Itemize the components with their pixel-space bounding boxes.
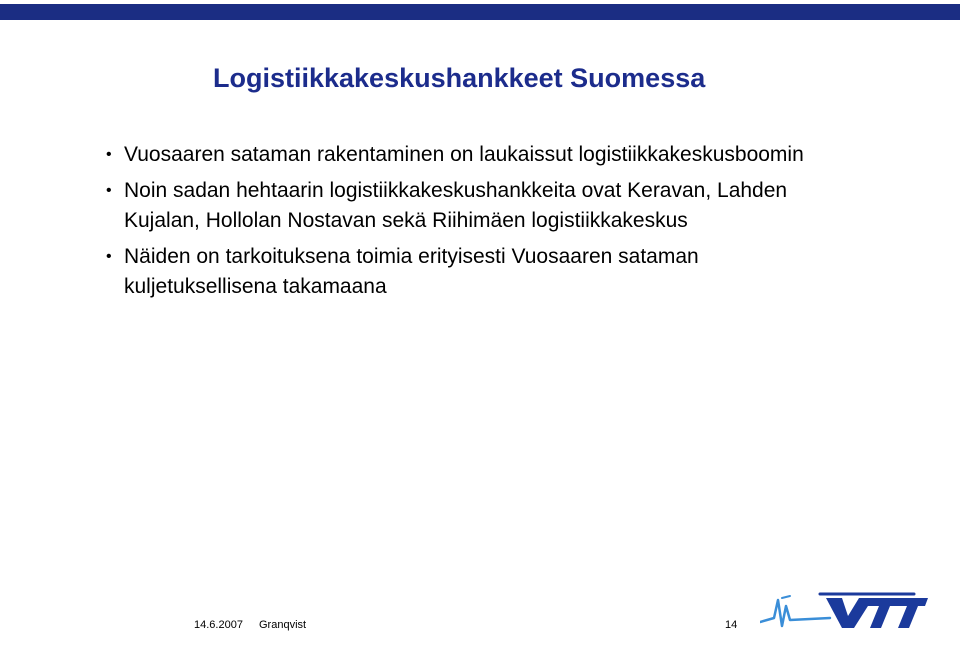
footer-date: 14.6.2007 xyxy=(194,619,243,631)
bullet-marker: • xyxy=(106,248,112,265)
vtt-logo xyxy=(760,576,940,648)
bullet-text: Näiden on tarkoituksena toimia erityisesti Vuosaaren sataman kuljetuksellisena takamaana xyxy=(124,245,699,298)
bullet-item xyxy=(106,242,826,302)
vtt-wave-logo-icon xyxy=(760,576,940,648)
bullet-marker: • xyxy=(106,182,112,199)
top-banner xyxy=(0,4,960,20)
bullet-item xyxy=(106,176,826,236)
bullet-list xyxy=(106,140,826,308)
page-number: 14 xyxy=(725,619,738,631)
footer-author: Granqvist xyxy=(259,619,307,631)
bullet-item xyxy=(106,140,826,170)
bullet-text: Noin sadan hehtaarin logistiikkakeskushankkeita ovat Keravan, Lahden Kujalan, Hollolan Nostavan sekä Riihimäen logistiikkakeskus xyxy=(124,179,788,232)
bullet-marker: • xyxy=(106,146,112,163)
slide-title: Logistiikkakeskushankkeet Suomessa xyxy=(213,63,706,93)
bullet-text: Vuosaaren sataman rakentaminen on laukaissut logistiikkakeskusboomin xyxy=(124,143,804,166)
